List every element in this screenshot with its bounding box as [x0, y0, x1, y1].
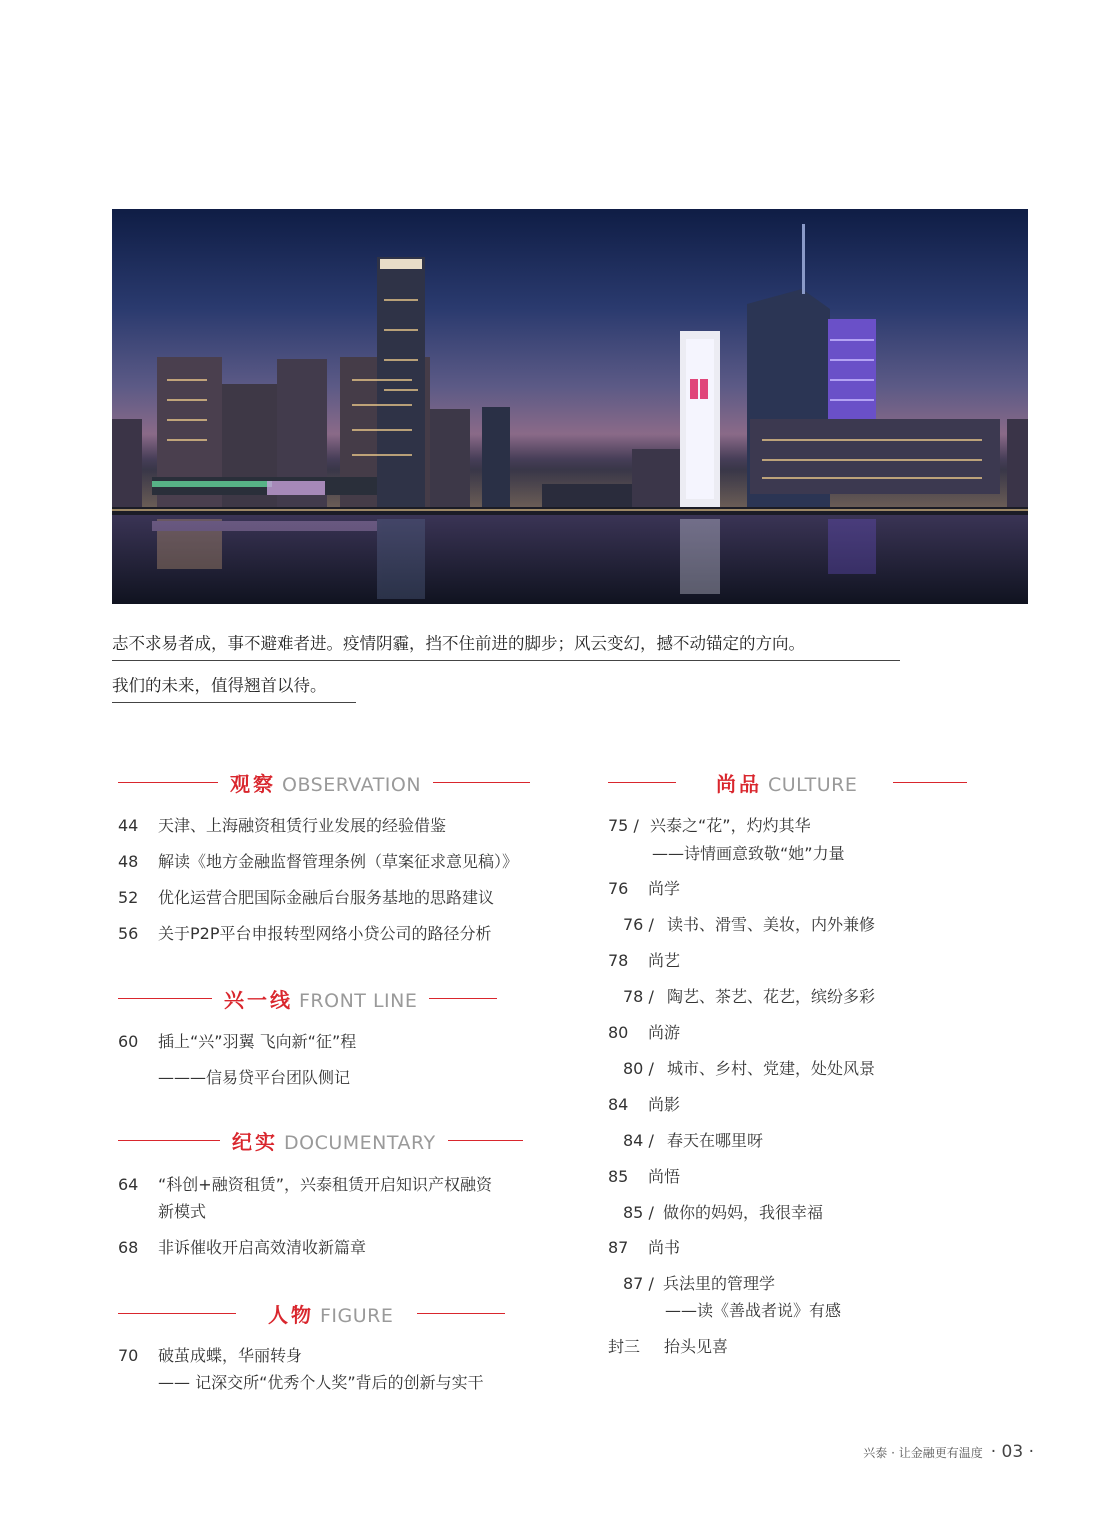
header-rule-left: [118, 1140, 220, 1141]
toc-page-number: 封三: [608, 1337, 641, 1356]
page-footer: [863, 1442, 1034, 1462]
toc-title: 抬头见喜: [664, 1337, 729, 1356]
header-rule-right: [448, 1140, 523, 1141]
toc-title: 读书、滑雪、美妆，内外兼修: [667, 915, 876, 934]
toc-title: 非诉催收开启高效清收新篇章: [158, 1238, 367, 1257]
section-title: [236, 1299, 417, 1328]
toc-subtitle: ——读《善战者说》有感: [665, 1301, 842, 1320]
section-title-en: FIGURE: [320, 1304, 394, 1327]
header-rule-right: [893, 782, 967, 783]
toc-page-number: 78: [608, 951, 629, 970]
section-title-cn: 纪实: [232, 1129, 278, 1154]
toc-title: 城市、乡村、党建，处处风景: [667, 1059, 876, 1078]
section-title: [220, 1126, 448, 1155]
section-title-cn: 观察: [230, 771, 276, 796]
toc-title: 尚影: [648, 1095, 681, 1114]
toc-entry-64-continued: [158, 1199, 206, 1222]
toc-page-number: 87 /: [623, 1274, 654, 1293]
section-header-observation: [118, 767, 530, 797]
quote-text-2: 我们的未来，值得翘首以待。: [112, 672, 356, 703]
page-number: · 03 ·: [990, 1442, 1034, 1462]
toc-entry-80-category[interactable]: [608, 1020, 680, 1043]
toc-page-number: 60: [118, 1032, 139, 1051]
cityscape-illustration: [112, 209, 1028, 604]
toc-page-number: 48: [118, 852, 139, 871]
toc-entry-70-subtitle: [158, 1370, 484, 1393]
toc-page-number: 68: [118, 1238, 139, 1257]
toc-entry-48[interactable]: [118, 849, 518, 872]
toc-page-number: 78 /: [623, 987, 654, 1006]
section-header-frontline: [118, 983, 497, 1013]
toc-page-number: 84 /: [623, 1131, 654, 1150]
toc-title: 解读《地方金融监督管理条例（草案征求意见稿）》: [158, 852, 519, 871]
toc-entry-75[interactable]: [608, 813, 811, 836]
toc-page-number: 85: [608, 1167, 629, 1186]
section-title-en: CULTURE: [768, 773, 858, 796]
section-title: [218, 768, 433, 797]
toc-entry-85-category[interactable]: [608, 1164, 680, 1187]
toc-title: 兴泰之“花”，灼灼其华: [650, 816, 811, 835]
toc-page-number: 80 /: [623, 1059, 654, 1078]
section-title-cn: 人物: [268, 1302, 314, 1327]
toc-entry-44[interactable]: [118, 813, 446, 836]
header-rule-left: [118, 998, 212, 999]
toc-page-number: 64: [118, 1175, 139, 1194]
toc-page-number: 44: [118, 816, 139, 835]
toc-title: 关于P2P平台申报转型网络小贷公司的路径分析: [158, 924, 492, 943]
toc-page-number: 84: [608, 1095, 629, 1114]
toc-entry-64[interactable]: [118, 1172, 492, 1195]
header-rule-right: [417, 1313, 505, 1314]
toc-title: 天津、上海融资租赁行业发展的经验借鉴: [158, 816, 447, 835]
header-rule-right: [433, 782, 530, 783]
section-title: [676, 768, 893, 797]
toc-entry-87-category[interactable]: [608, 1235, 680, 1258]
toc-entry-76[interactable]: [623, 912, 875, 935]
toc-title: 尚游: [648, 1023, 681, 1042]
toc-entry-84[interactable]: [623, 1128, 763, 1151]
toc-entry-inside-back-cover[interactable]: [608, 1334, 728, 1357]
toc-title: 兵法里的管理学: [663, 1274, 776, 1293]
section-header-documentary: [118, 1125, 523, 1155]
section-title-en: FRONT LINE: [299, 989, 418, 1012]
toc-subtitle: ——诗情画意致敬“她”力量: [652, 844, 845, 863]
toc-title: 尚书: [648, 1238, 681, 1257]
toc-entry-60-subtitle: [158, 1065, 350, 1088]
toc-page-number: 85 /: [623, 1203, 654, 1222]
section-header-culture: [608, 767, 967, 797]
toc-page-number: 75 /: [608, 816, 639, 835]
toc-title: 优化运营合肥国际金融后台服务基地的思路建议: [158, 888, 495, 907]
quote-text-1: 志不求易者成，事不避难者进。疫情阴霾，挡不住前进的脚步；风云变幻，撼不动锚定的方向。: [112, 630, 900, 661]
toc-page-number: 76: [608, 879, 629, 898]
section-header-figure: [118, 1298, 505, 1328]
footer-slogan: 兴泰 · 让金融更有温度: [863, 1446, 983, 1460]
toc-title: “科创+融资租赁”，兴泰租赁开启知识产权融资: [158, 1175, 492, 1194]
hero-cityscape-photo: [112, 209, 1028, 604]
toc-entry-78[interactable]: [623, 984, 875, 1007]
toc-title: 破茧成蝶，华丽转身: [158, 1346, 303, 1365]
section-title-cn: 兴一线: [224, 987, 293, 1012]
toc-entry-60[interactable]: [118, 1029, 356, 1052]
section-title-en: DOCUMENTARY: [284, 1131, 436, 1154]
toc-page-number: 52: [118, 888, 139, 907]
toc-entry-75-subtitle: [652, 841, 845, 864]
toc-entry-85[interactable]: [623, 1200, 823, 1223]
toc-title: 春天在哪里呀: [667, 1131, 764, 1150]
section-title: [212, 984, 429, 1013]
toc-page-number: 80: [608, 1023, 629, 1042]
toc-entry-80[interactable]: [623, 1056, 875, 1079]
header-rule-right: [429, 998, 497, 999]
toc-page-number: 87: [608, 1238, 629, 1257]
toc-entry-70[interactable]: [118, 1343, 302, 1366]
toc-subtitle: ———信易贷平台团队侧记: [158, 1068, 351, 1087]
toc-entry-52[interactable]: [118, 885, 494, 908]
toc-title: 做你的妈妈，我很幸福: [663, 1203, 824, 1222]
toc-page-number: 76 /: [623, 915, 654, 934]
toc-entry-87[interactable]: [623, 1271, 775, 1294]
section-title-en: OBSERVATION: [282, 773, 422, 796]
toc-page-number: 56: [118, 924, 139, 943]
toc-subtitle: —— 记深交所“优秀个人奖”背后的创新与实干: [158, 1373, 484, 1392]
toc-title: 插上“兴”羽翼 飞向新“征”程: [158, 1032, 357, 1051]
toc-entry-87-subtitle: [665, 1298, 841, 1321]
toc-title-continued: 新模式: [158, 1202, 207, 1221]
toc-entry-76-category[interactable]: [608, 876, 680, 899]
toc-entry-78-category[interactable]: [608, 948, 680, 971]
toc-entry-84-category[interactable]: [608, 1092, 680, 1115]
toc-title: 陶艺、茶艺、花艺，缤纷多彩: [667, 987, 876, 1006]
quote-line-2: [112, 672, 356, 703]
quote-line-1: [112, 630, 900, 661]
toc-entry-56[interactable]: [118, 921, 491, 944]
toc-title: 尚艺: [648, 951, 681, 970]
section-title-cn: 尚品: [716, 771, 762, 796]
toc-page-number: 70: [118, 1346, 139, 1365]
header-rule-left: [118, 782, 218, 783]
header-rule-left: [118, 1313, 236, 1314]
header-rule-left: [608, 782, 676, 783]
toc-title: 尚悟: [648, 1167, 681, 1186]
toc-title: 尚学: [648, 879, 681, 898]
toc-entry-68[interactable]: [118, 1235, 366, 1258]
